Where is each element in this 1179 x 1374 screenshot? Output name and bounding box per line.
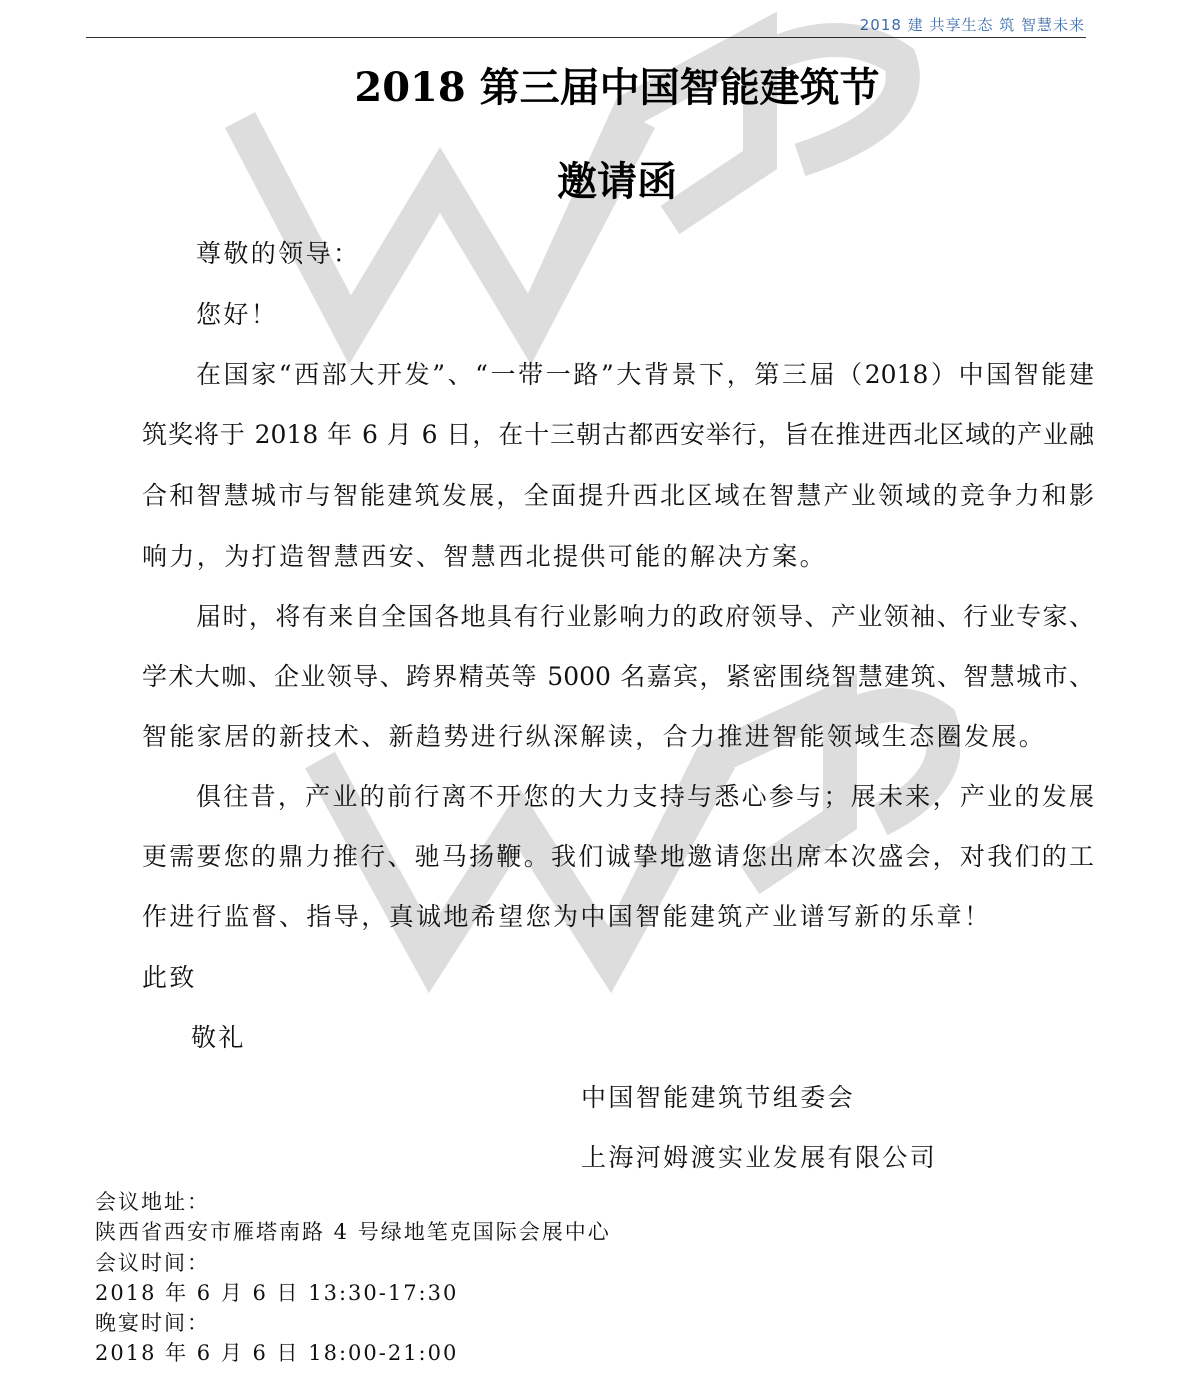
banquet-time-label: 晚宴时间： [95,1311,210,1335]
salutation: 尊敬的领导： [196,239,361,268]
paragraph-3-line-1: 俱往昔，产业的前行离不开您的大力支持与悉心参与；展未来，产业的发展 [196,782,1094,811]
meeting-time-label: 会议时间： [95,1251,210,1275]
banquet-time: 2018 年 6 月 6 日 18:00-21:00 [95,1341,459,1365]
paragraph-2-line-2: 学术大咖、企业领导、跨界精英等 5000 名嘉宾，紧密围绕智慧建筑、智慧城市、 [142,662,1094,691]
signature-organizer: 中国智能建筑节组委会 [581,1083,856,1112]
header-divider [86,37,1086,38]
paragraph-2-line-3: 智能家居的新技术、新趋势进行纵深解读，合力推进智能领域生态圈发展。 [142,722,1047,751]
meeting-address-label: 会议地址： [95,1190,210,1214]
closing-line-2: 敬礼 [191,1023,246,1052]
paragraph-3-line-3: 作进行监督、指导，真诚地希望您为中国智能建筑产业谱写新的乐章！ [142,902,992,931]
paragraph-1-line-1: 在国家“西部大开发”、“一带一路”大背景下，第三届（2018）中国智能建 [196,360,1094,389]
paragraph-1-line-2: 筑奖将于 2018 年 6 月 6 日，在十三朝古都西安举行，旨在推进西北区域的产业融 [142,420,1094,449]
closing-line-1: 此致 [142,963,197,992]
paragraph-3-line-2: 更需要您的鼎力推行、驰马扬鞭。我们诚挚地邀请您出席本次盛会，对我们的工 [142,842,1094,871]
signature-company: 上海河姆渡实业发展有限公司 [581,1143,938,1172]
greeting: 您好！ [196,300,279,329]
meeting-address: 陕西省西安市雁塔南路 4 号绿地笔克国际会展中心 [95,1220,611,1244]
paragraph-1-line-4: 响力，为打造智慧西安、智慧西北提供可能的解决方案。 [142,542,828,571]
document-subtitle: 邀请函 [557,158,677,205]
paragraph-1-line-3: 合和智慧城市与智能建筑发展，全面提升西北区域在智慧产业领域的竞争力和影 [142,481,1094,510]
meeting-time: 2018 年 6 月 6 日 13:30-17:30 [95,1281,459,1305]
document-title: 2018 第三届中国智能建筑节 [354,64,880,111]
paragraph-2-line-1: 届时，将有来自全国各地具有行业影响力的政府领导、产业领袖、行业专家、 [196,602,1094,631]
header-tagline: 2018 建 共享生态 筑 智慧未来 [859,16,1085,34]
